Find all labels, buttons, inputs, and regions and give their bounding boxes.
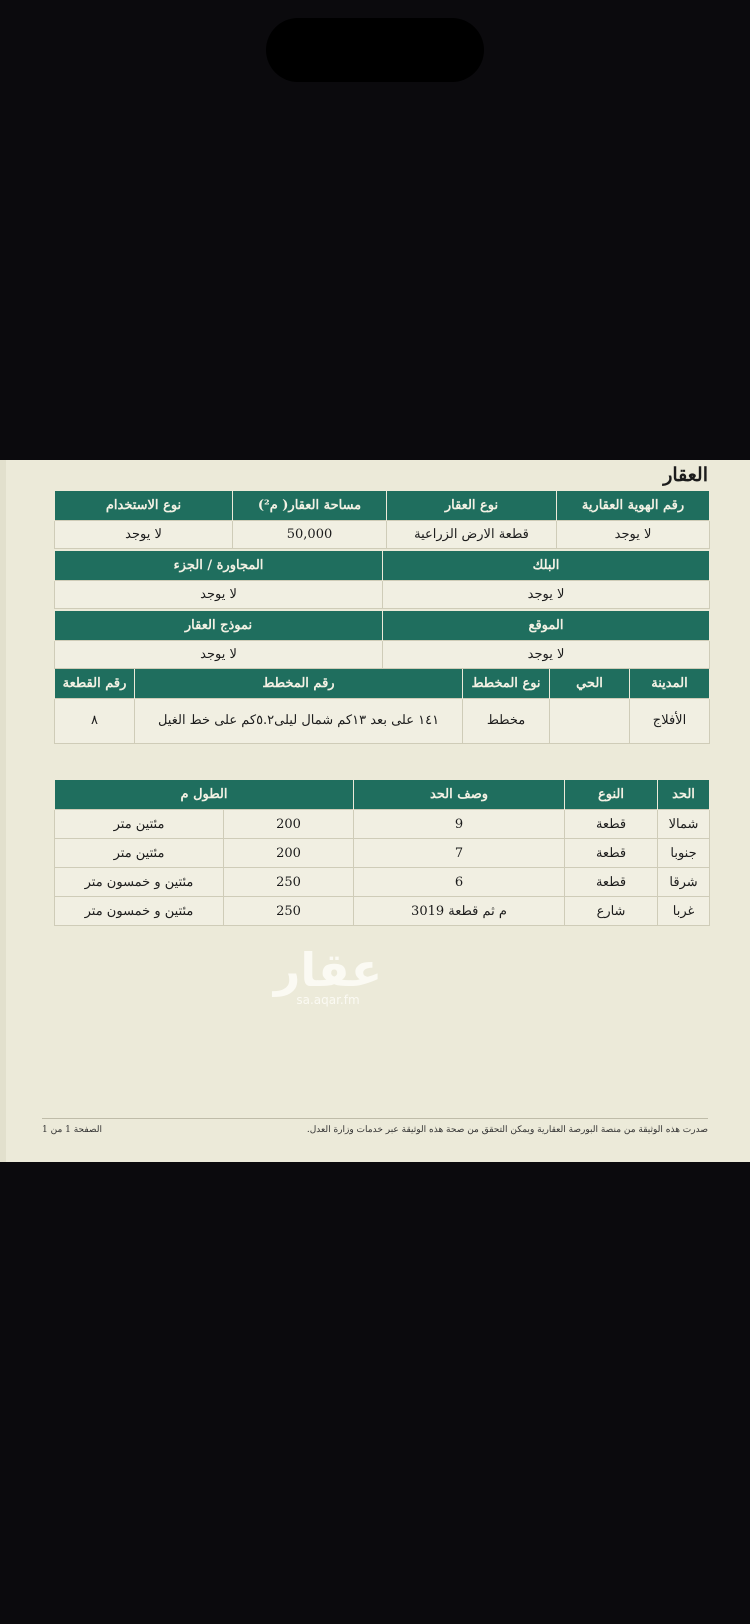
cell-side: جنوبا [658, 839, 710, 868]
header-usage-type: نوع الاستخدام [55, 491, 233, 521]
header-property-model: نموذج العقار [55, 611, 383, 641]
cell-description: م ثم قطعة 3019 [354, 897, 565, 926]
header-length: الطول م [55, 780, 354, 810]
header-plan-type: نوع المخطط [463, 669, 550, 699]
location-table [54, 611, 710, 669]
cell-usage-type: لا يوجد [55, 521, 233, 549]
header-boundary-description: وصف الحد [354, 780, 565, 810]
cell-property-area: 50,000 [233, 521, 387, 549]
cell-type: قطعة [565, 839, 658, 868]
table-row [55, 641, 710, 669]
cell-side: شمالا [658, 810, 710, 839]
plan-table [54, 669, 710, 744]
table-row [55, 810, 710, 839]
header-property-type: نوع العقار [387, 491, 557, 521]
table-row [55, 897, 710, 926]
cell-length-text: مئتين متر [55, 839, 224, 868]
cell-side: غربا [658, 897, 710, 926]
cell-type: قطعة [565, 810, 658, 839]
cell-type: شارع [565, 897, 658, 926]
camera-notch [266, 18, 484, 82]
cell-length-text: مئتين متر [55, 810, 224, 839]
cell-district [550, 699, 630, 744]
header-district: الحي [550, 669, 630, 699]
table-row [55, 581, 710, 609]
table-header-row [55, 491, 710, 521]
property-info-table [54, 491, 710, 549]
cell-neighborhood-part: لا يوجد [55, 581, 383, 609]
cell-length: 200 [224, 839, 354, 868]
page-edge [0, 460, 6, 1162]
table-row [55, 839, 710, 868]
table-row [55, 699, 710, 744]
cell-description: 7 [354, 839, 565, 868]
cell-property-type: قطعة الارض الزراعية [387, 521, 557, 549]
header-plan-number: رقم المخطط [135, 669, 463, 699]
cell-description: 6 [354, 868, 565, 897]
cell-length: 200 [224, 810, 354, 839]
aqar-watermark [268, 943, 388, 1007]
header-property-id: رقم الهوية العقارية [557, 491, 710, 521]
cell-length: 250 [224, 897, 354, 926]
header-property-area: مساحة العقار( م²) [233, 491, 387, 521]
watermark-logo: عقار [273, 943, 383, 997]
table-row [55, 521, 710, 549]
table-header-row [55, 551, 710, 581]
table-header-row [55, 780, 710, 810]
cell-description: 9 [354, 810, 565, 839]
section-title: العقار [663, 464, 708, 486]
header-block: البلك [383, 551, 710, 581]
cell-property-model: لا يوجد [55, 641, 383, 669]
cell-plan-type: مخطط [463, 699, 550, 744]
deed-document [0, 460, 750, 1162]
footer-note: صدرت هذه الوثيقة من منصة البورصة العقارية ويمكن التحقق من صحة هذه الوثيقة عبر خدمات وزارة العدل. [306, 1125, 708, 1135]
cell-plot-number: ٨ [55, 699, 135, 744]
cell-length-text: مئتين و خمسون متر [55, 897, 224, 926]
cell-plan-number: ١٤١ على بعد ١٣كم شمال ليلى٥.٢كم على خط الغيل [135, 699, 463, 744]
footer-divider [42, 1118, 708, 1119]
cell-block: لا يوجد [383, 581, 710, 609]
table-row [55, 868, 710, 897]
boundaries-table [54, 780, 710, 926]
cell-length-text: مئتين و خمسون متر [55, 868, 224, 897]
header-neighborhood-part: المجاورة / الجزء [55, 551, 383, 581]
watermark-url: sa.aqar.fm [296, 993, 360, 1007]
cell-type: قطعة [565, 868, 658, 897]
header-city: المدينة [630, 669, 710, 699]
header-plot-number: رقم القطعة [55, 669, 135, 699]
header-type: النوع [565, 780, 658, 810]
cell-property-id: لا يوجد [557, 521, 710, 549]
page-number: الصفحة 1 من 1 [42, 1125, 102, 1135]
cell-city: الأفلاج [630, 699, 710, 744]
table-header-row [55, 669, 710, 699]
cell-location: لا يوجد [383, 641, 710, 669]
cell-length: 250 [224, 868, 354, 897]
header-location: الموقع [383, 611, 710, 641]
block-table [54, 551, 710, 609]
table-header-row [55, 611, 710, 641]
cell-side: شرقا [658, 868, 710, 897]
header-boundary: الحد [658, 780, 710, 810]
